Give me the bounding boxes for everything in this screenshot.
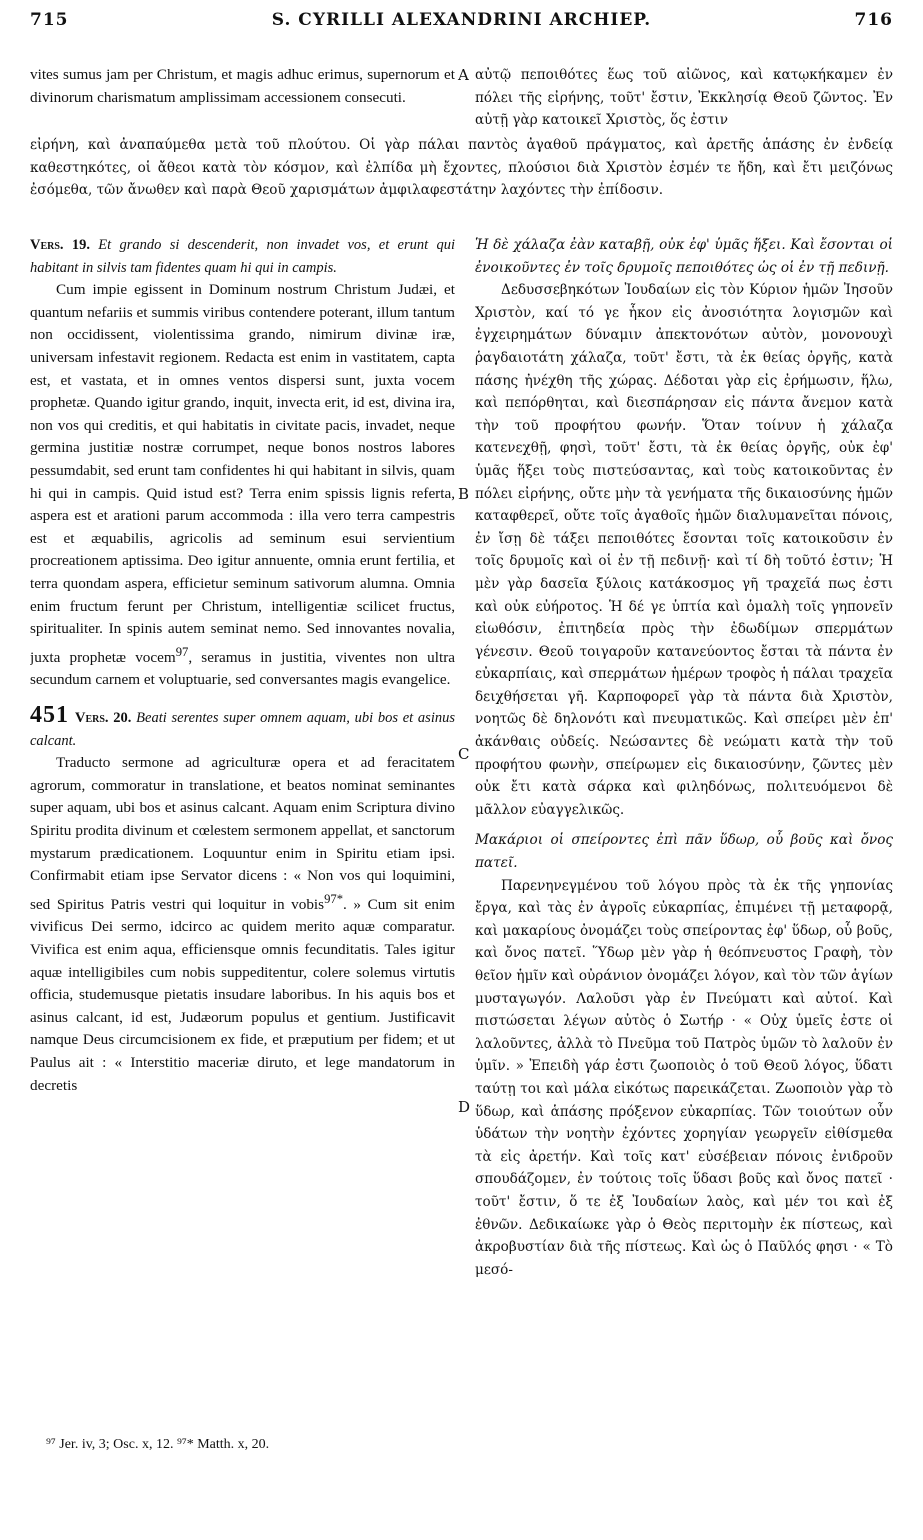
latin-commentary-19-end: , seramus in justitia, viventes non ultra secundum carnem et voluptuarie, sed conversantes magis evangelice.: [30, 648, 455, 689]
margin-letter-b: B: [458, 485, 470, 503]
latin-commentary-20-text: Traducto sermone ad agriculturæ opera et ad feracitatem agrorum, commoratur in translatione, et beatos nominat seminantes super aquam, ubi bos et asinus calcant. Aquam enim Scriptura divino Spiritu prodita divinum et cœlestem sermonem appellat, et sanctorum mystarum prædicationem. Loquuntur enim in Spiritu etiam ipsi. Confirmabit etiam ipse Servator dicens : « Non vos qui loquimini, sed Spiritus Patris vestri qui loquitur in vobis: [30, 754, 455, 913]
latin-column: [30, 234, 455, 1424]
greek-column: [475, 234, 893, 1424]
greek-verse-20: Μακάριοι οἱ σπείροντες ἐπὶ πᾶν ὕδωρ, οὗ βοῦς καὶ ὄνος πατεῖ.: [475, 832, 893, 872]
page-number-right: 716: [854, 10, 893, 30]
latin-commentary-20-end: . » Cum sit enim vivificus Dei sermo, idcirco ac quidem merito aquæ comparatur. Vivifica est enim aqua, efficiensque omnis fecunditatis. Tales igitur aquæ intelligibiles cum nobis suppeditentur, colere solemus virtutis officia, studemusque pietatis insudare laboribus. In his aquis bos et asinus calcant, id est, Judæorum populus et gentium. Justificavit namque Deus circumcisionem ex fide, et præputium per fidem; et ut Paulus ait : « Interstitio maceriæ diruto, et lege mandatorum in decretis: [30, 895, 455, 1094]
latin-verse-20-text: Beati serentes super omnem aquam, ubi bos et asinus calcant.: [30, 709, 455, 749]
margin-letter-a: A: [458, 66, 469, 84]
margin-letter-d: D: [458, 1098, 471, 1116]
latin-verse-20-label: Vers. 20.: [75, 709, 132, 726]
latin-opening-column: [30, 64, 455, 136]
page-number-left: 715: [30, 10, 69, 30]
footnotes: ⁹⁷ Jer. iv, 3; Osc. x, 12. ⁹⁷* Matth. x, 20.: [46, 1437, 270, 1452]
footnote-ref-97: 97: [175, 644, 189, 659]
latin-verse-19-text: Et grando si descenderit, non invadet vos, et erunt qui habitant in silvis tam fidentes quam hi qui in campis.: [30, 237, 455, 276]
greek-verse-19: Ἡ δὲ χάλαζα ἐὰν καταβῇ, οὐκ ἐφ' ὑμᾶς ἥξει. Καὶ ἔσονται οἱ ἐνοικοῦντες ἐν τοῖς δρυμοῖς πεποιθότες ὡς οἱ ἐν τῇ πεδινῇ.: [475, 237, 893, 276]
latin-commentary-19: [30, 279, 455, 692]
latin-verse-19: [30, 234, 455, 279]
latin-commentary-19-text: Cum impie egissent in Dominum nostrum Christum Judæi, et quantum nefariis et summis viribus contendere poterant, illum tantum non occidissent, violentissima grando, nimirum divinæ iræ, universam infestavit regionem. Redacta est enim in vastitatem, capta est, et vastata, et in omnes ventos dispersi sunt, juxta vocem prophetæ. Quando igitur grando, inquit, invecta erit, id est, divina ira, non vos qui creditis, et qui habitatis in civitate pacis, invadet, neque germina justitiæ nostræ corrumpet, neque bonos nostros labores pessumdabit, sed erunt tam confidentes hi qui habitant in silvis, quam hi qui in campis. Quid istud est? Terra enim spissis lignis referta, aspera est et arationi parum accommoda : illa vero terra campestris est et æquabilis, agricolis ad seminum esui servientium procreationem aptissima. Deo igitur annuente, omnia erunt fertilia, et terra quondam aspera, efficietur seminum sativorum alumna. Omnia enim fructum ferunt per Christum, intelligentiæ scilicet fructus, spiritualiter. In spinis autem seminat nemo. Sed innovantes novalia, juxta prophetæ vocem: [30, 281, 455, 666]
latin-commentary-20: [30, 752, 455, 1097]
footnote-ref-97b: 97*: [324, 891, 344, 906]
latin-verse-20: [30, 701, 455, 752]
greek-full-width-text: εἰρήνη, καὶ ἀναπαύμεθα μετὰ τοῦ πλούτου. Οἱ γὰρ πάλαι παντὸς ἀγαθοῦ πράγματος, καὶ ἀρετῆς ἁπάσης ἐν ἐνδείᾳ καθεστηκότες, οἱ ἄθεοι κατὰ τὸν κόσμον, καὶ ἐλπίδα μὴ ἔχοντες, πλούσιοι διὰ Χριστὸν ἐσμέν τε ἤδη, καὶ ἔτι μειζόνως ἐσόμεθα, τῶν ἄνωθεν καὶ παρὰ Θεοῦ χαρισμάτων ἀμφιλαφεστάτην λαχόντες τὴν ἐπίδοσιν.: [30, 137, 893, 199]
latin-opening: vites sumus jam per Christum, et magis adhuc erimus, supernorum et divinorum charismatum amplissimam accessionem consecuti.: [30, 66, 455, 106]
latin-verse-19-label: Vers. 19.: [30, 237, 90, 253]
greek-full-width-paragraph: [30, 134, 893, 226]
section-number: 451: [30, 701, 69, 728]
greek-commentary-19: Δεδυσσεβηκότων Ἰουδαίων εἰς τὸν Κύριον ἡμῶν Ἰησοῦν Χριστὸν, καί τό γε ἧκον εἰς ἀνοσιότητα λογισμῶν καὶ ἐγχειρημάτων δύναμιν ἀπεκτονότων αὐτὸν, μονονουχὶ ῥαγδαιοτάτη χάλαζα, τοῦτ' ἔστι, τὰ ἐκ θείας ὀργῆς, κατὰ πάσης ἠνέχθη τῆς χώρας. Δέδοται γὰρ εἰς ἐρήμωσιν, ἥλω, καὶ πεπόρθηται, καὶ διεσπάρησαν εἰς πάντα ἄνεμον κατὰ τὴν τοῦ προφήτου φωνήν. Ὅταν τοίνυν ἡ χάλαζα κατενεχθῇ, φησὶ, τοῦτ' ἔστι, τὰ ἐκ θείας ὀργῆς, οὐκ ἐφ' ὑμᾶς ἥξει τοὺς πιστεύσαντας, καὶ τοὺς κατοικοῦντας ἐν πόλει εἰρήνης, οὔτε μὴν τὰ γενήματα τῆς δικαιοσύνης ἡμῶν καταφθερεῖ, οὔτε τοῖς ἀγαθοῖς ἡμῶν διαλυμανεῖται πόνοις, ἐν ἴσῃ δὲ τάξει πεποιθότες ἔσονται τοῖς κατοικοῦσιν ἐν τοῖς δρυμοῖς καὶ οἱ ἐν τῇ πεδινῇ· καὶ τί δὴ τοῦτό ἐστιν; Ἡ μὲν γὰρ δασεῖα ξύλοις κατάκοσμος γῆ τραχεῖά πως ἐστι καὶ οὐκ εὐήροτος. Ἡ δέ γε ὑπτία καὶ ὁμαλὴ τοῖς γηπονεῖν εἰωθόσιν, ἐπιτηδεία πρὸς τὴν ἐδωδίμων σπερμάτων γένεσιν. Θεοῦ τοιγαροῦν κατανεύοντος ἔσται τὰ πάντα ἐν εὐκαρπίαις, καὶ σπερμάτων ἡμέρων τροφὸς ἡ πάλαι τραχεῖα δειχθήσεται γῆ. Καρποφορεῖ γὰρ τὰ πάντα διὰ Χριστὸν, νοητῶς δὲ δηλονότι καὶ πνευματικῶς. Καὶ σπείρει μὲν ἐπ' ἀκάνθαις οὐδείς. Νεώσαντες δὲ νεώματι κατὰ τὴν τοῦ προφήτου φωνὴν, σπείρωμεν εἰς δικαιοσύνην, ζῶντες μὲν οὐκ ἔτι κατὰ σάρκα καὶ φιληδόνως, πολιτευόμενοι δὲ μᾶλλον εὐαγγελικῶς.: [475, 282, 893, 818]
running-title: S. CYRILLI ALEXANDRINI ARCHIEP.: [271, 10, 652, 30]
greek-commentary-20: Παρενηνεγμένου τοῦ λόγου πρὸς τὰ ἐκ τῆς γηπονίας ἔργα, καὶ τὰς ἐν ἀγροῖς εὐκαρπίας, ἐπιμένει τῇ μεταφορᾷ, καὶ μακαρίους ὀνομάζει τοὺς σπείροντας ἐφ' ὕδωρ, οὗ βοῦς, καὶ ὄνος πατεῖ. Ὕδωρ μὲν γὰρ ἡ θεόπνευστος Γραφὴ, τὸν θεῖον ἡμῖν καὶ οὐράνιον ὀνομάζει λόγον, καὶ τὸν τῶν ἁγίων μυσταγωγόν. Λαλοῦσι γὰρ ἐν Πνεύματι καὶ αὐτοί. Καὶ πιστώσεται λέγων αὐτὸς ὁ Σωτήρ · « Οὐχ ὑμεῖς ἐστε οἱ λαλοῦντες, ἀλλὰ τὸ Πνεῦμα τοῦ Πατρὸς ὑμῶν τὸ λαλοῦν ἐν ὑμῖν. » Ἐπειδὴ γάρ ἐστι ζωοποιὸς ὁ τοῦ Θεοῦ λόγος, ὕδατι ταύτῃ τοι καὶ μάλα εἰκότως παρεικάζεται. Ζωοποιὸν γὰρ τὸ ὕδωρ, καὶ ἁπάσης πρόξενον εὐκαρπίας. Τῶν τοιούτων οὖν ὑδάτων τὴν νοητὴν ἐχόντες χορηγίαν γεωργεῖν εἰθίσμεθα τὰ εἰς ἀρετήν. Καὶ τοῖς κατ' εὐσέβειαν πόνοις ἐνιδροῦν σπουδάζομεν, ἐν τούτοις τοῖς ὕδασι βοῦς καὶ ὄνος πατεῖ · τοῦτ' ἔστιν, ὅ τε ἐξ Ἰουδαίων λαὸς, καὶ μέν τοι καὶ ἐξ ἐθνῶν. Δεδικαίωκε γὰρ ὁ Θεὸς περιτομὴν ἐκ πίστεως, καὶ ἀκροβυστίαν διὰ τῆς πίστεως. Καὶ ὡς ὁ Παῦλός φησι · « Τὸ μεσό-: [475, 877, 893, 1278]
greek-opening: αὐτῷ πεποιθότες ἕως τοῦ αἰῶνος, καὶ κατῳκήκαμεν ἐν πόλει τῆς εἰρήνης, τοῦτ' ἔστιν, Ἐκκλησίᾳ Θεοῦ ζῶντος. Ἐν αὐτῇ γὰρ κατοικεῖ Χριστὸς, ὅς ἐστιν: [475, 67, 893, 129]
margin-letter-c: C: [458, 745, 470, 763]
greek-opening-column: [475, 64, 893, 136]
